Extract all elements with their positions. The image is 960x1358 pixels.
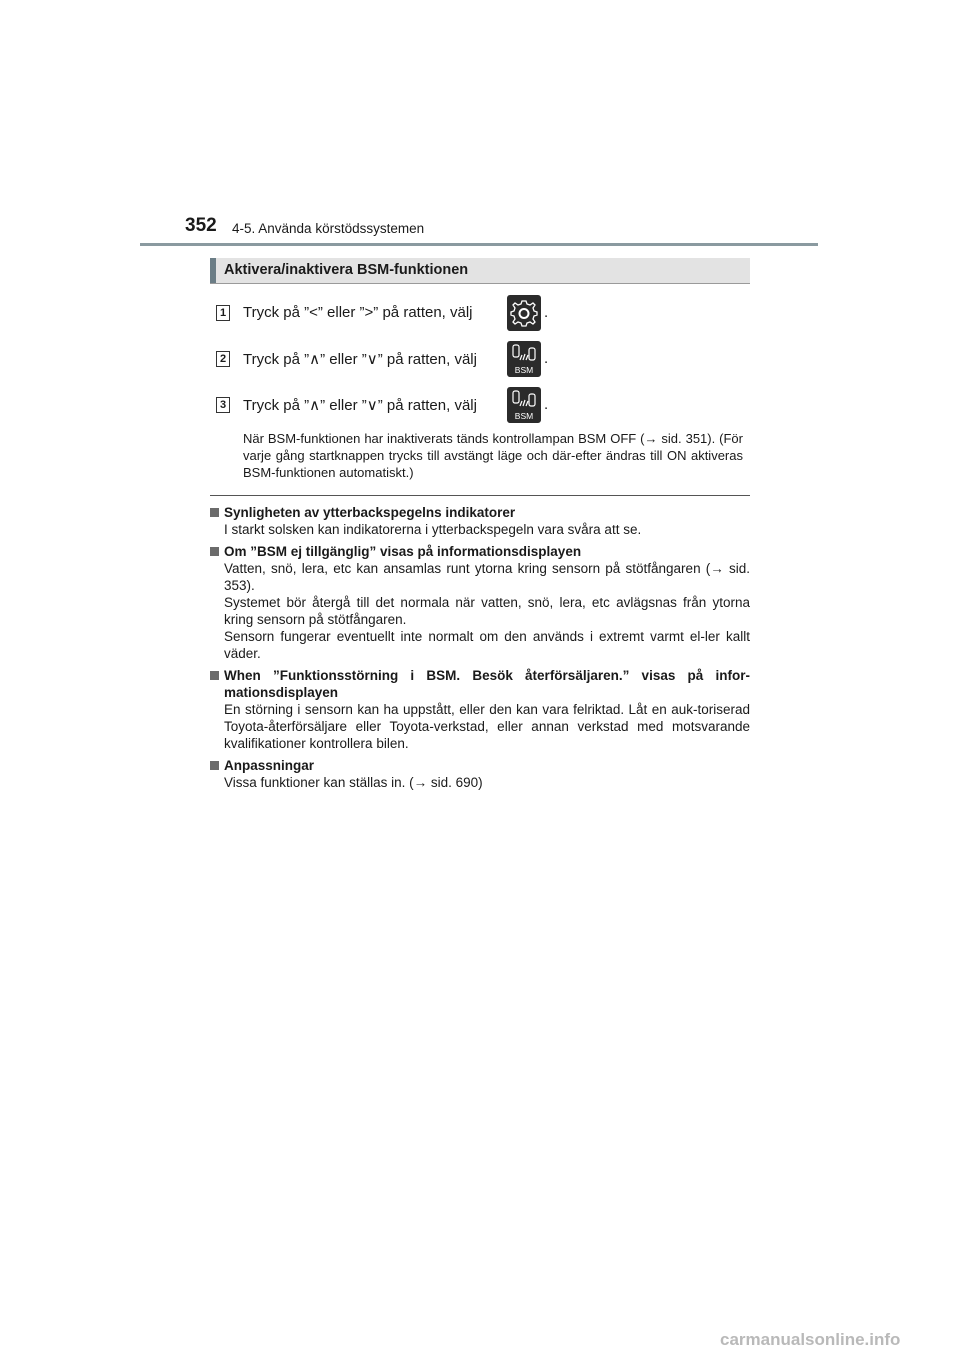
info-heading <box>210 667 750 701</box>
section-header <box>210 258 750 284</box>
info-body <box>224 701 750 752</box>
step-period: . <box>544 304 549 321</box>
info-item <box>210 543 750 662</box>
page-number: 352 <box>185 215 217 236</box>
bullet-square-icon <box>210 671 219 680</box>
watermark: carmanualsonline.info <box>720 1330 901 1349</box>
bsm-icon-label: BSM <box>514 365 534 375</box>
bsm-icon <box>507 341 541 377</box>
step-number: 1 <box>216 305 230 321</box>
step-number: 2 <box>216 351 230 367</box>
step-note: När BSM-funktionen har inaktiverats tänds kontrollampan BSM OFF (→ sid. 351). (För varje gång startknappen trycks till avstängt läge och där-efter ändras till ON aktiveras BSM-funktionen automatiskt.) <box>243 431 743 480</box>
bullet-square-icon <box>210 547 219 556</box>
section-accent <box>210 258 216 283</box>
chapter-title: 4-5. Använda körstödssystemen <box>232 221 425 236</box>
info-paragraph: I starkt solsken kan indikatorerna i ytterbackspegeln vara svåra att se. <box>224 522 642 537</box>
bsm-icon <box>507 387 541 423</box>
info-paragraph: Vissa funktioner kan ställas in. (→ sid. 690) <box>224 775 483 790</box>
step-period: . <box>544 396 549 413</box>
info-heading <box>210 757 750 774</box>
info-paragraph: En störning i sensorn kan ha uppstått, eller den kan vara felriktad. Låt en auk-toriserad Toyota-återförsäljare eller Toyota-verkstad, eller annan verkstad med motsvarande kvalifikationer kontrollera bilen. <box>224 702 750 751</box>
step-number: 3 <box>216 397 230 413</box>
info-item <box>210 504 750 538</box>
info-body <box>224 774 750 791</box>
info-list <box>210 504 750 796</box>
info-paragraph: Sensorn fungerar eventuellt inte normalt om den används i extremt varmt el-ler kallt väder. <box>224 629 750 661</box>
info-heading-text: When ”Funktionsstörning i BSM. Besök återförsäljaren.” visas på infor-mationsdisplayen <box>224 668 750 700</box>
info-paragraph: Vatten, snö, lera, etc kan ansamlas runt ytorna kring sensorn på stötfångaren (→ sid. 353). <box>224 561 750 593</box>
info-heading-text: Om ”BSM ej tillgänglig” visas på informationsdisplayen <box>224 544 582 559</box>
step-period: . <box>544 350 549 367</box>
info-item <box>210 757 750 791</box>
info-item <box>210 667 750 752</box>
info-heading <box>210 543 750 560</box>
info-body <box>224 560 750 662</box>
step-text <box>243 304 473 321</box>
step-text <box>243 350 477 368</box>
header-rule <box>140 243 818 246</box>
info-heading <box>210 504 750 521</box>
step-text <box>243 396 477 414</box>
step-instruction: Tryck på ”∧” eller ”∨” på ratten, välj <box>243 351 477 368</box>
info-paragraph: Systemet bör återgå till det normala när vatten, snö, lera, etc avlägsnas från ytorna kring sensorn på stötfångaren. <box>224 595 750 627</box>
info-body <box>224 521 750 538</box>
bsm-icon-label: BSM <box>514 411 534 421</box>
info-heading-text: Synligheten av ytterbackspegelns indikatorer <box>224 505 516 520</box>
info-heading-text: Anpassningar <box>224 758 315 773</box>
gear-icon <box>507 295 541 331</box>
section-title: Aktivera/inaktivera BSM-funktionen <box>224 262 469 278</box>
bullet-square-icon <box>210 508 219 517</box>
step-instruction: Tryck på ”<” eller ”>” på ratten, välj <box>243 304 473 321</box>
step-instruction: Tryck på ”∧” eller ”∨” på ratten, välj <box>243 397 477 414</box>
bullet-square-icon <box>210 761 219 770</box>
section-divider <box>210 495 750 496</box>
